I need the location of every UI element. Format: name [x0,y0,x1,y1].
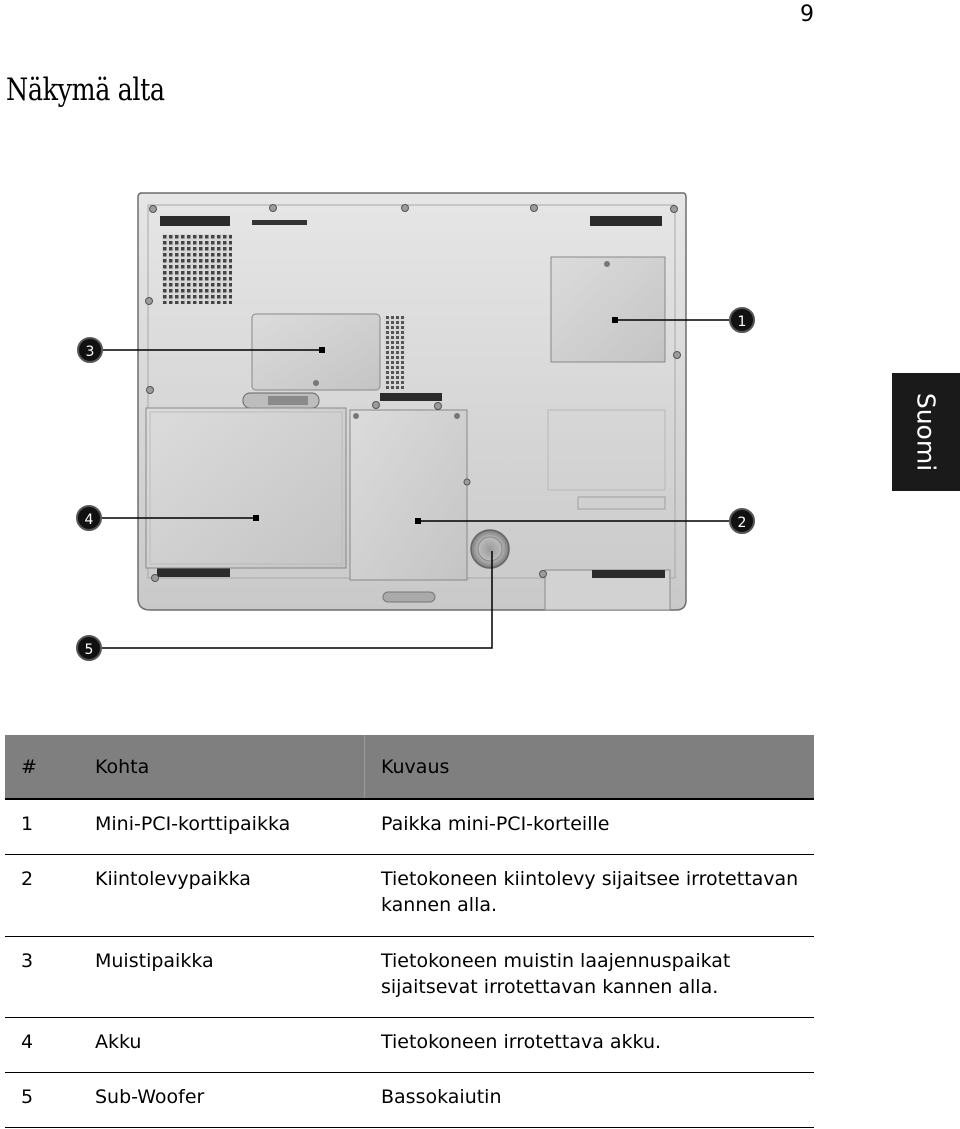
callout-label-3: 3 [85,344,95,360]
header-item: Kohta [95,755,150,778]
page-number: 9 [800,2,814,27]
table-row [5,800,814,855]
row-description: Tietokoneen muistin laajennuspaikat sijaitsevat irrotettavan kannen alla. [381,950,731,998]
page-heading: Näkymä alta [6,72,165,108]
table-row [5,1073,814,1128]
row-description: Tietokoneen irrotettava akku. [381,1031,662,1053]
row-item: Kiintolevypaikka [95,868,251,890]
header-number: # [21,755,37,778]
row-item: Mini-PCI-korttipaikka [95,813,291,835]
row-number: 1 [21,813,34,835]
table-header [5,735,814,800]
small-vent-dots [252,220,307,225]
callout-badge-5 [77,636,101,660]
callout-badge-1 [730,308,754,332]
callout-badge-3 [78,338,102,362]
row-description: Tietokoneen kiintolevy sijaitsee irrotettavan kannen alla. [381,868,799,916]
callout-badge-4 [77,506,101,530]
table-row [5,1018,814,1073]
callout-label-4: 4 [84,512,94,528]
row-number: 4 [21,1031,34,1053]
component-table [5,735,814,1128]
vent-grill-left [162,234,232,304]
row-item: Akku [95,1031,142,1053]
table-row [5,937,814,1018]
language-tab-label: Suomi [911,392,941,472]
subwoofer [471,530,509,568]
battery-pack [146,408,346,568]
vent-grill-middle [384,316,406,390]
hard-disk-cover [350,410,467,580]
callout-label-1: 1 [737,314,747,330]
row-number: 3 [21,950,34,972]
callout-badge-2 [730,509,754,533]
header-divider [364,735,365,798]
callout-label-2: 2 [737,515,747,531]
table-row [5,855,814,937]
row-number: 2 [21,868,34,890]
row-item: Sub-Woofer [95,1086,205,1108]
row-description: Paikka mini-PCI-korteille [381,813,610,835]
memory-slot-cover [252,314,380,390]
callout-label-5: 5 [84,642,94,658]
row-item: Muistipaikka [95,950,214,972]
mini-pci-cover [551,257,665,362]
row-description: Bassokaiutin [381,1086,502,1108]
header-description: Kuvaus [381,755,450,778]
row-number: 5 [21,1086,34,1108]
